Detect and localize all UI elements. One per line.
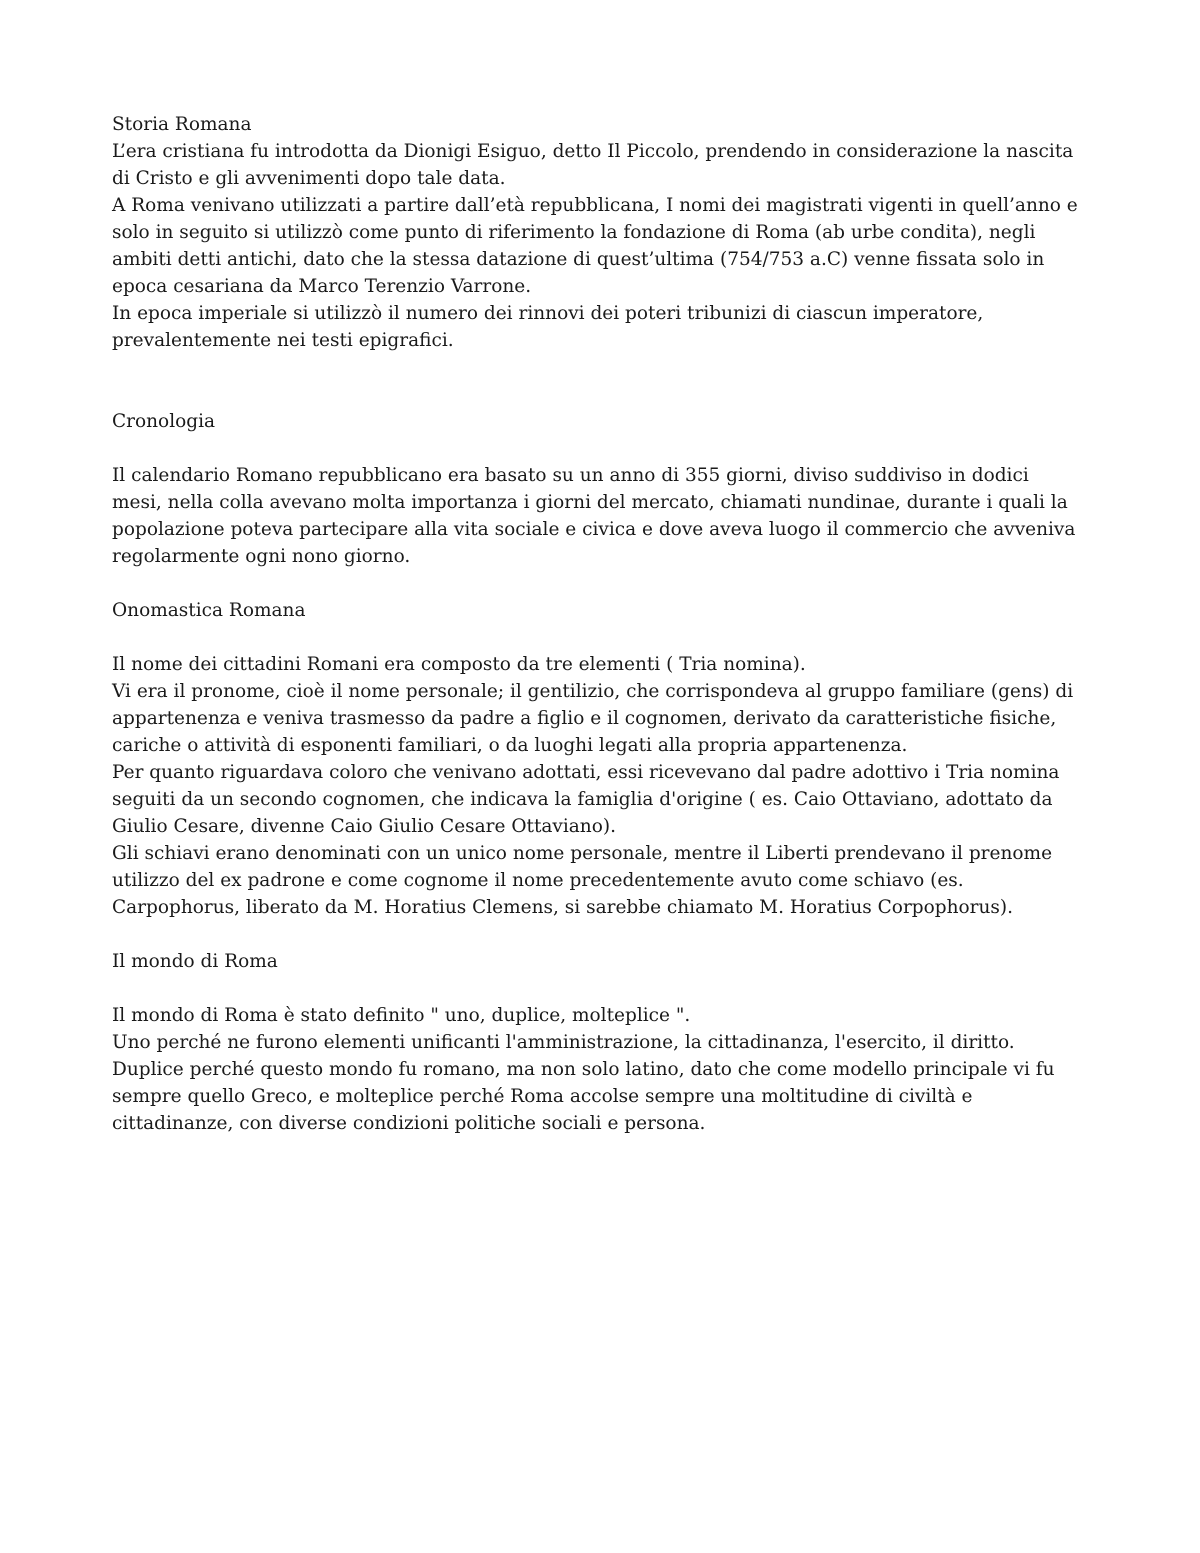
section-heading: Il mondo di Roma (112, 951, 278, 972)
paragraph-line: Duplice perché questo mondo fu romano, ma non solo latino, dato che come modello principale vi fu (112, 1059, 1055, 1080)
paragraph-line: epoca cesariana da Marco Terenzio Varrone. (112, 276, 532, 297)
spacer (112, 354, 1102, 408)
paragraph-line: Per quanto riguardava coloro che venivano adottati, essi ricevevano dal padre adottivo i Tria nomina (112, 762, 1060, 783)
paragraph-line: utilizzo del ex padrone e come cognome il nome precedentemente avuto come schiavo (es. (112, 870, 964, 891)
paragraph-line: cariche o attività di esponenti familiari, o da luoghi legati alla propria appartenenza. (112, 735, 908, 756)
paragraph-line: Il calendario Romano repubblicano era basato su un anno di 355 giorni, diviso suddiviso in dodici (112, 465, 1029, 486)
paragraph-line: Il nome dei cittadini Romani era composto da tre elementi ( Tria nomina). (112, 654, 806, 675)
paragraph-line: appartenenza e veniva trasmesso da padre a figlio e il cognomen, derivato da caratteristiche fisiche, (112, 708, 1057, 729)
paragraph-line: In epoca imperiale si utilizzò il numero dei rinnovi dei poteri tribunizi di ciascun imperatore, (112, 303, 984, 324)
section-onomastica-romana (112, 597, 1102, 921)
paragraph-line: L’era cristiana fu introdotta da Dionigi Esiguo, detto Il Piccolo, prendendo in considerazione la nascita (112, 141, 1074, 162)
document-title: Storia Romana (112, 114, 252, 135)
document-page (112, 111, 1102, 1137)
paragraph-line: Uno perché ne furono elementi unificanti l'amministrazione, la cittadinanza, l'esercito, il diritto. (112, 1032, 1015, 1053)
spacer (112, 921, 1102, 948)
paragraph-line: cittadinanze, con diverse condizioni politiche sociali e persona. (112, 1113, 706, 1134)
section-heading: Cronologia (112, 411, 216, 432)
paragraph-line: A Roma venivano utilizzati a partire dall’età repubblicana, I nomi dei magistrati vigenti in quell’anno e (112, 195, 1078, 216)
paragraph-line: Gli schiavi erano denominati con un unico nome personale, mentre il Liberti prendevano il prenome (112, 843, 1053, 864)
spacer (112, 975, 1102, 1002)
paragraph-line: seguiti da un secondo cognomen, che indicava la famiglia d'origine ( es. Caio Ottaviano, adottato da (112, 789, 1053, 810)
section-il-mondo-di-roma (112, 948, 1102, 1137)
spacer (112, 624, 1102, 651)
paragraph-line: Il mondo di Roma è stato definito " uno, duplice, molteplice ". (112, 1005, 691, 1026)
spacer (112, 570, 1102, 597)
paragraph-line: popolazione poteva partecipare alla vita sociale e civica e dove aveva luogo il commercio che avveniva (112, 519, 1076, 540)
section-cronologia (112, 408, 1102, 570)
paragraph-line: regolarmente ogni nono giorno. (112, 546, 411, 567)
section-heading: Onomastica Romana (112, 600, 306, 621)
paragraph-line: Carpophorus, liberato da M. Horatius Clemens, si sarebbe chiamato M. Horatius Corpophorus). (112, 897, 1014, 918)
paragraph-line: sempre quello Greco, e molteplice perché Roma accolse sempre una moltitudine di civiltà e (112, 1086, 973, 1107)
paragraph-line: mesi, nella colla avevano molta importanza i giorni del mercato, chiamati nundinae, durante i quali la (112, 492, 1068, 513)
paragraph-line: di Cristo e gli avvenimenti dopo tale data. (112, 168, 506, 189)
paragraph-line: ambiti detti antichi, dato che la stessa datazione di quest’ultima (754/753 a.C) venne fissata solo in (112, 249, 1045, 270)
spacer (112, 435, 1102, 462)
paragraph-line: solo in seguito si utilizzò come punto di riferimento la fondazione di Roma (ab urbe condita), negli (112, 222, 1036, 243)
paragraph-line: Vi era il pronome, cioè il nome personale; il gentilizio, che corrispondeva al gruppo familiare (gens) di (112, 681, 1074, 702)
paragraph-line: prevalentemente nei testi epigrafici. (112, 330, 454, 351)
paragraph-line: Giulio Cesare, divenne Caio Giulio Cesare Ottaviano). (112, 816, 616, 837)
section-storia-romana (112, 111, 1102, 354)
